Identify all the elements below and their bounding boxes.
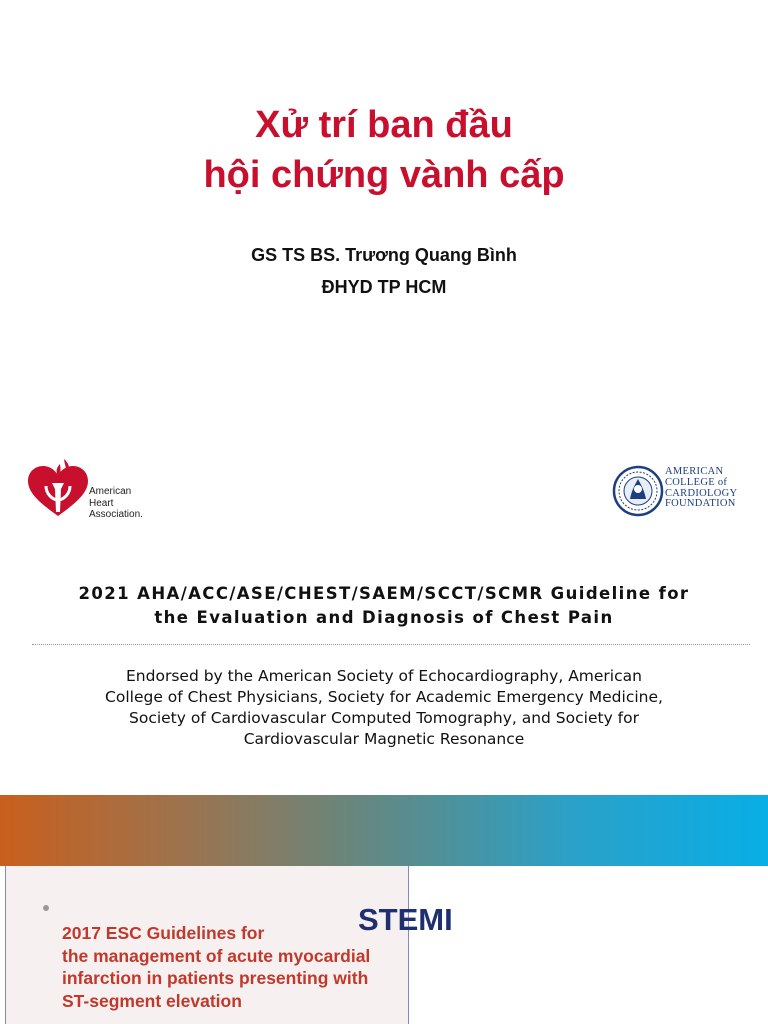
author-name: GS TS BS. Trương Quang Bình (251, 245, 517, 265)
acc-word: COLLEGE of (665, 476, 728, 488)
title-line-2: hội chứng vành cấp (203, 154, 565, 196)
title-line-1: Xử trí ban đầu (255, 104, 513, 146)
author-affiliation: ĐHYD TP HCM (321, 277, 447, 297)
author-block (0, 239, 768, 303)
aha-wordmark (89, 486, 143, 521)
esc-line: 2017 ESC Guidelines for (62, 923, 265, 943)
bullet-dot-icon (43, 905, 49, 911)
guideline-line-2: the Evaluation and Diagnosis of Chest Pain (154, 608, 614, 627)
acc-word: AMERICAN (665, 466, 724, 477)
endorsement-line: Cardiovascular Magnetic Resonance (243, 730, 525, 748)
slide-title (0, 100, 768, 200)
acc-word: FOUNDATION (665, 498, 736, 510)
esc-line: infarction in patients presenting with (62, 968, 369, 988)
aha-word: Association. (89, 509, 143, 520)
endorsement-text (0, 666, 768, 750)
guideline-title (0, 582, 768, 630)
endorsement-line: College of Chest Physicians, Society for Academic Emergency Medicine, (105, 688, 663, 706)
esc-line: the management of acute myocardial (62, 945, 371, 966)
stemi-label: STEMI (358, 902, 453, 937)
esc-guideline-title (62, 922, 370, 1012)
acc-word: CARDIOLOGY (665, 487, 738, 499)
guideline-line-1: 2021 AHA/ACC/ASE/CHEST/SAEM/SCCT/SCMR Guideline for (78, 584, 690, 603)
dotted-divider (32, 644, 750, 645)
aha-word: Heart (89, 497, 114, 509)
acc-seal-icon (612, 465, 668, 517)
esc-line: ST-segment elevation (62, 990, 242, 1011)
acc-wordmark (665, 467, 737, 510)
aha-word: American (89, 486, 132, 497)
endorsement-line: Endorsed by the American Society of Echocardiography, American (126, 667, 642, 685)
endorsement-line: Society of Cardiovascular Computed Tomography, and Society for (129, 709, 639, 727)
gradient-band (0, 795, 768, 866)
